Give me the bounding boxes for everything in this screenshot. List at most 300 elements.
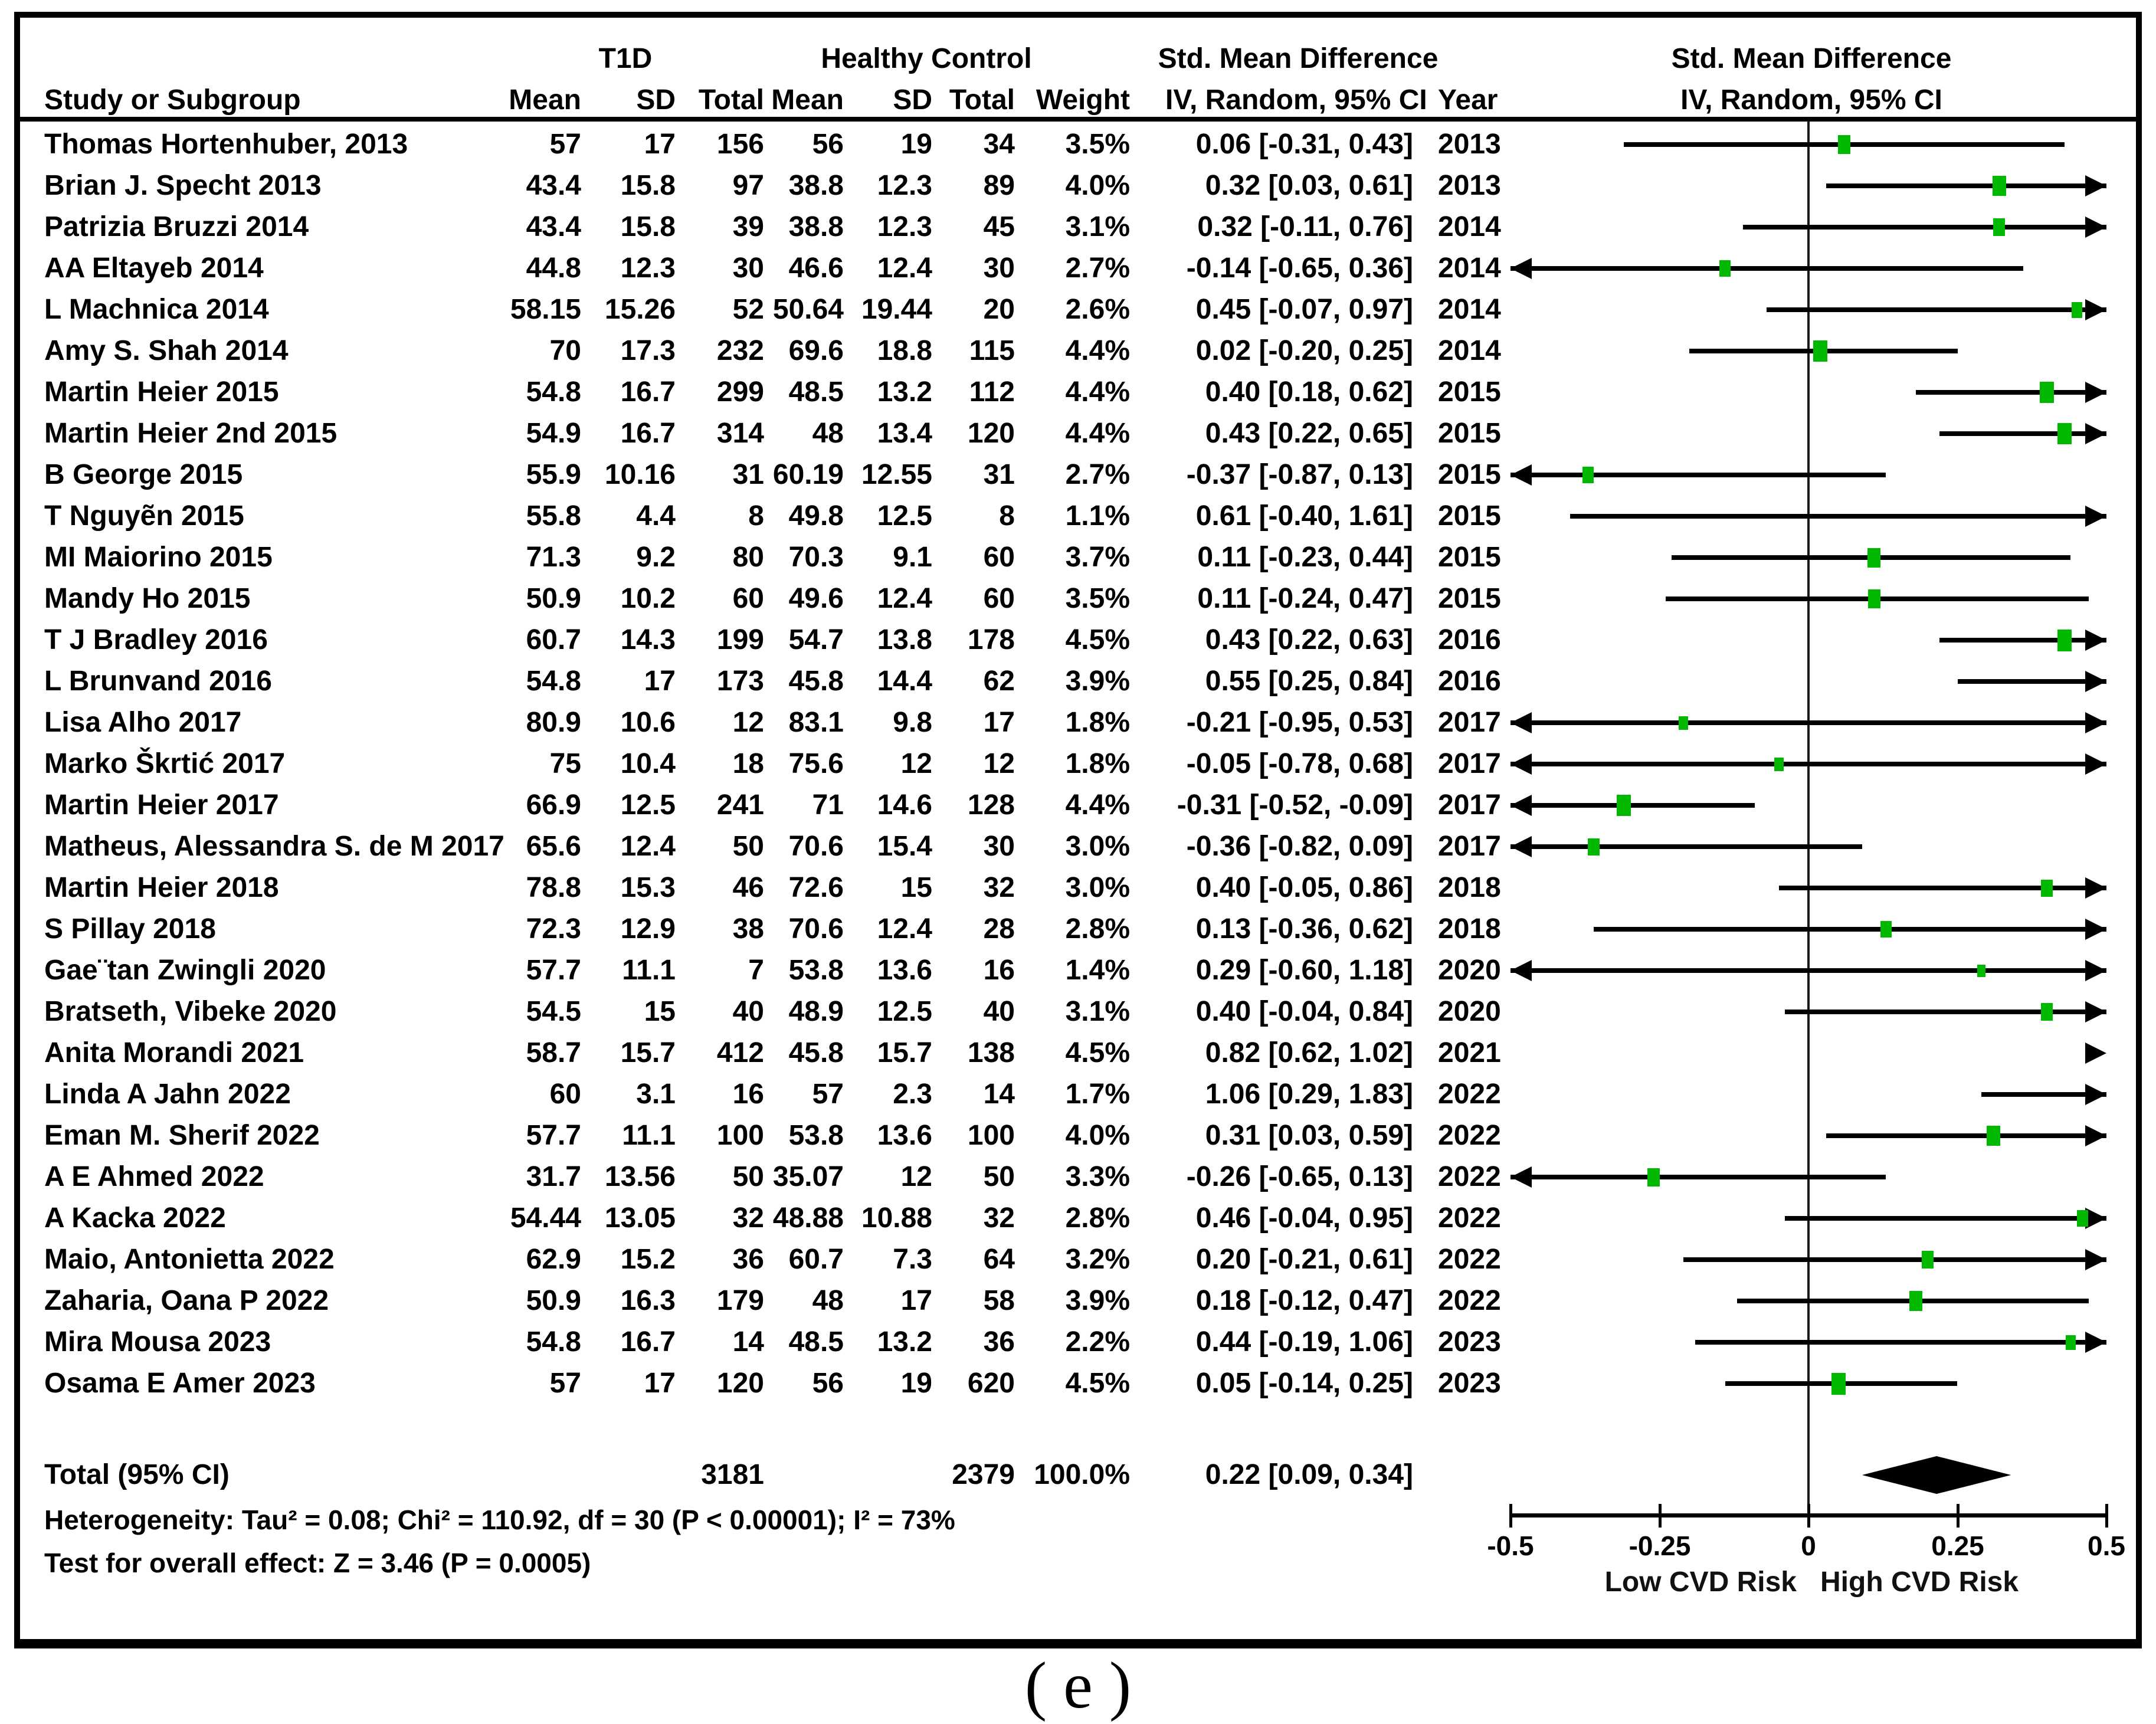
table-row xyxy=(0,785,2156,826)
hc-sd: 12.4 xyxy=(877,583,932,614)
ci-right-arrow-icon xyxy=(2085,753,2106,775)
table-row xyxy=(0,372,2156,413)
weight: 4.4% xyxy=(1065,335,1130,366)
effect-marker xyxy=(1993,176,2006,196)
weight: 3.9% xyxy=(1065,1285,1130,1316)
year: 2015 xyxy=(1438,459,1501,490)
year: 2022 xyxy=(1438,1285,1501,1316)
hc-sd: 13.6 xyxy=(877,1120,932,1151)
t1d-total: 156 xyxy=(716,129,764,160)
t1d-sd: 15.8 xyxy=(620,211,676,242)
t1d-sd: 16.7 xyxy=(620,376,676,408)
year: 2023 xyxy=(1438,1368,1501,1399)
ci-line xyxy=(1570,514,2106,519)
hc-total: 17 xyxy=(983,707,1015,738)
hc-total: 20 xyxy=(983,294,1015,325)
ci-left-arrow-icon xyxy=(1510,836,1532,857)
ci-left-arrow-icon xyxy=(1510,1166,1532,1188)
t1d-sd: 15.8 xyxy=(620,170,676,201)
hc-sd: 9.8 xyxy=(893,707,932,738)
ci-line xyxy=(1939,431,2106,436)
t1d-sd: 3.1 xyxy=(636,1079,676,1110)
ci-left-arrow-icon xyxy=(1510,795,1532,816)
t1d-mean: 54.5 xyxy=(526,996,581,1027)
t1d-total: 314 xyxy=(716,418,764,449)
ci-right-arrow-icon xyxy=(2085,1249,2106,1270)
weight: 4.0% xyxy=(1065,1120,1130,1151)
table-row xyxy=(0,1322,2156,1363)
weight: 4.5% xyxy=(1065,1368,1130,1399)
hc-total: 138 xyxy=(967,1037,1015,1069)
overall-effect-text: Test for overall effect: Z = 3.46 (P = 0.0005) xyxy=(44,1548,591,1578)
weight: 4.5% xyxy=(1065,624,1130,655)
t1d-sd: 4.4 xyxy=(636,500,676,532)
year: 2015 xyxy=(1438,583,1501,614)
study-name: Anita Morandi 2021 xyxy=(44,1037,304,1069)
x-axis-tick xyxy=(1807,1504,1810,1528)
table-row xyxy=(0,620,2156,661)
ci-value: 0.05 [-0.14, 0.25] xyxy=(1195,1368,1413,1399)
ci-line xyxy=(1510,720,2106,725)
effect-marker xyxy=(1977,965,1985,977)
ci-left-arrow-icon xyxy=(1510,753,1532,775)
column-header-hc-mean: Mean xyxy=(771,84,844,116)
hc-mean: 49.8 xyxy=(788,500,844,532)
ci-line xyxy=(1510,803,1755,808)
study-name: Martin Heier 2017 xyxy=(44,789,279,821)
t1d-sd: 15.26 xyxy=(604,294,676,325)
hc-sd: 18.8 xyxy=(877,335,932,366)
effect-marker xyxy=(1588,838,1600,856)
year: 2022 xyxy=(1438,1120,1501,1151)
year: 2014 xyxy=(1438,294,1501,325)
study-name: Osama E Amer 2023 xyxy=(44,1368,316,1399)
t1d-mean: 54.8 xyxy=(526,1326,581,1358)
ci-value: 0.13 [-0.36, 0.62] xyxy=(1195,913,1413,945)
study-name: AA Eltayeb 2014 xyxy=(44,253,264,284)
t1d-sd: 17 xyxy=(644,666,676,697)
table-row xyxy=(0,207,2156,248)
ci-right-arrow-icon xyxy=(2085,1001,2106,1022)
t1d-mean: 57.7 xyxy=(526,1120,581,1151)
t1d-sd: 13.56 xyxy=(604,1161,676,1192)
t1d-sd: 13.05 xyxy=(604,1202,676,1234)
t1d-sd: 16.3 xyxy=(620,1285,676,1316)
effect-marker xyxy=(2041,1003,2053,1021)
study-name: Mandy Ho 2015 xyxy=(44,583,251,614)
hc-sd: 13.2 xyxy=(877,1326,932,1358)
hc-total: 89 xyxy=(983,170,1015,201)
ci-left-arrow-icon xyxy=(1510,464,1532,486)
column-group-smd-plot: Std. Mean Difference xyxy=(1671,43,1952,74)
year: 2022 xyxy=(1438,1244,1501,1275)
table-row xyxy=(0,248,2156,289)
study-name: Patrizia Bruzzi 2014 xyxy=(44,211,309,242)
column-header-weight: Weight xyxy=(1036,84,1130,116)
ci-value: 0.40 [-0.05, 0.86] xyxy=(1195,872,1413,903)
column-group-smd-text: Std. Mean Difference xyxy=(1158,43,1439,74)
effect-marker xyxy=(1922,1251,1934,1269)
weight: 3.1% xyxy=(1065,211,1130,242)
t1d-total: 412 xyxy=(716,1037,764,1069)
effect-marker xyxy=(2057,423,2072,444)
study-name: L Machnica 2014 xyxy=(44,294,269,325)
ci-value: 0.40 [-0.04, 0.84] xyxy=(1195,996,1413,1027)
hc-mean: 60.7 xyxy=(788,1244,844,1275)
t1d-mean: 80.9 xyxy=(526,707,581,738)
table-row xyxy=(0,454,2156,496)
t1d-total: 12 xyxy=(732,707,764,738)
ci-right-arrow-icon xyxy=(2085,712,2106,733)
hc-sd: 12.3 xyxy=(877,170,932,201)
hc-mean: 35.07 xyxy=(772,1161,844,1192)
weight: 4.5% xyxy=(1065,1037,1130,1069)
hc-mean: 48 xyxy=(812,1285,844,1316)
t1d-sd: 16.7 xyxy=(620,418,676,449)
hc-sd: 15.7 xyxy=(877,1037,932,1069)
t1d-total: 46 xyxy=(732,872,764,903)
t1d-sd: 15.3 xyxy=(620,872,676,903)
t1d-sd: 11.1 xyxy=(622,955,676,986)
hc-mean: 75.6 xyxy=(788,748,844,779)
hc-mean: 70.6 xyxy=(788,913,844,945)
effect-marker xyxy=(2041,880,2053,897)
t1d-sd: 10.6 xyxy=(620,707,676,738)
table-row xyxy=(0,743,2156,785)
hc-sd: 12.4 xyxy=(877,253,932,284)
ci-right-arrow-icon xyxy=(2085,382,2106,403)
year: 2014 xyxy=(1438,253,1501,284)
ci-value: 0.40 [0.18, 0.62] xyxy=(1205,376,1413,408)
hc-mean: 70.6 xyxy=(788,831,844,862)
weight: 2.6% xyxy=(1065,294,1130,325)
header-separator xyxy=(20,117,2136,122)
ci-line xyxy=(1510,266,2023,271)
ci-right-arrow-icon xyxy=(2085,299,2106,320)
t1d-total: 32 xyxy=(732,1202,764,1234)
hc-mean: 57 xyxy=(812,1079,844,1110)
hc-mean: 54.7 xyxy=(788,624,844,655)
t1d-mean: 66.9 xyxy=(526,789,581,821)
hc-total: 34 xyxy=(983,129,1015,160)
ci-value: -0.14 [-0.65, 0.36] xyxy=(1186,253,1413,284)
ci-value: 0.02 [-0.20, 0.25] xyxy=(1195,335,1413,366)
total-t1d-n: 3181 xyxy=(701,1459,764,1490)
x-axis-tick xyxy=(1509,1504,1512,1528)
hc-sd: 15 xyxy=(900,872,932,903)
ci-value: -0.31 [-0.52, -0.09] xyxy=(1177,789,1413,821)
ci-line xyxy=(1510,968,2106,973)
year: 2016 xyxy=(1438,666,1501,697)
t1d-mean: 31.7 xyxy=(526,1161,581,1192)
ci-value: -0.05 [-0.78, 0.68] xyxy=(1186,748,1413,779)
effect-marker xyxy=(1719,260,1731,277)
t1d-total: 16 xyxy=(732,1079,764,1110)
effect-marker xyxy=(1617,795,1631,816)
hc-sd: 14.6 xyxy=(877,789,932,821)
t1d-sd: 10.16 xyxy=(604,459,676,490)
ci-right-arrow-icon xyxy=(2085,671,2106,692)
table-row xyxy=(0,1115,2156,1156)
ci-left-arrow-icon xyxy=(1510,960,1532,981)
study-name: Martin Heier 2nd 2015 xyxy=(44,418,338,449)
weight: 3.2% xyxy=(1065,1244,1130,1275)
ci-line xyxy=(1939,638,2106,643)
x-axis-tick-label: -0.25 xyxy=(1629,1530,1691,1561)
table-row xyxy=(0,702,2156,743)
effect-marker xyxy=(1909,1291,1922,1311)
total-label: Total (95% CI) xyxy=(44,1459,230,1490)
hc-total: 100 xyxy=(967,1120,1015,1151)
hc-mean: 71 xyxy=(812,789,844,821)
table-row xyxy=(0,330,2156,372)
study-name: T J Bradley 2016 xyxy=(44,624,268,655)
ci-line xyxy=(1510,473,1886,477)
study-name: Zaharia, Oana P 2022 xyxy=(44,1285,329,1316)
t1d-sd: 9.2 xyxy=(636,542,676,573)
t1d-total: 179 xyxy=(716,1285,764,1316)
hc-mean: 45.8 xyxy=(788,666,844,697)
effect-marker xyxy=(1880,921,1892,938)
column-group-healthy-control: Healthy Control xyxy=(821,43,1032,74)
hc-sd: 9.1 xyxy=(893,542,932,573)
table-row xyxy=(0,496,2156,537)
table-row xyxy=(0,124,2156,165)
ci-left-arrow-icon xyxy=(1510,712,1532,733)
hc-sd: 12.5 xyxy=(877,500,932,532)
hc-total: 14 xyxy=(983,1079,1015,1110)
year: 2016 xyxy=(1438,624,1501,655)
year: 2022 xyxy=(1438,1202,1501,1234)
total-weight: 100.0% xyxy=(1034,1459,1130,1490)
hc-total: 60 xyxy=(983,583,1015,614)
ci-value: 0.44 [-0.19, 1.06] xyxy=(1195,1326,1413,1358)
t1d-total: 36 xyxy=(732,1244,764,1275)
x-axis-tick-label: 0 xyxy=(1801,1530,1816,1561)
study-name: Marko Škrtić 2017 xyxy=(44,748,286,779)
weight: 3.0% xyxy=(1065,831,1130,862)
t1d-total: 8 xyxy=(748,500,764,532)
table-row xyxy=(0,1033,2156,1074)
figure-caption: ( e ) xyxy=(1024,1649,1132,1722)
hc-sd: 10.88 xyxy=(861,1202,932,1234)
t1d-sd: 15 xyxy=(644,996,676,1027)
effect-marker xyxy=(1868,589,1880,608)
t1d-total: 38 xyxy=(732,913,764,945)
effect-marker xyxy=(1647,1168,1660,1187)
ci-right-arrow-icon xyxy=(2085,1084,2106,1105)
hc-sd: 13.8 xyxy=(877,624,932,655)
hc-sd: 12.55 xyxy=(861,459,932,490)
ci-line xyxy=(1785,1216,2106,1221)
t1d-mean: 55.9 xyxy=(526,459,581,490)
hc-total: 30 xyxy=(983,253,1015,284)
weight: 3.7% xyxy=(1065,542,1130,573)
ci-value: 0.18 [-0.12, 0.47] xyxy=(1195,1285,1413,1316)
column-header-study: Study or Subgroup xyxy=(44,84,301,116)
ci-right-arrow-icon xyxy=(2085,217,2106,238)
t1d-sd: 12.5 xyxy=(620,789,676,821)
total-row xyxy=(0,1454,2156,1496)
t1d-mean: 62.9 xyxy=(526,1244,581,1275)
ci-right-arrow-icon xyxy=(2085,919,2106,940)
hc-total: 31 xyxy=(983,459,1015,490)
study-name: Linda A Jahn 2022 xyxy=(44,1079,291,1110)
study-name: S Pillay 2018 xyxy=(44,913,216,945)
effect-marker xyxy=(1993,218,2005,236)
ci-right-arrow-icon xyxy=(2085,175,2106,196)
t1d-mean: 54.44 xyxy=(510,1202,581,1234)
table-row xyxy=(0,826,2156,867)
study-name: Thomas Hortenhuber, 2013 xyxy=(44,129,408,160)
t1d-total: 7 xyxy=(748,955,764,986)
ci-line xyxy=(1916,390,2106,395)
weight: 2.7% xyxy=(1065,459,1130,490)
t1d-total: 173 xyxy=(716,666,764,697)
ci-value: 0.45 [-0.07, 0.97] xyxy=(1195,294,1413,325)
hc-total: 620 xyxy=(967,1368,1015,1399)
study-name: Martin Heier 2015 xyxy=(44,376,279,408)
t1d-mean: 70 xyxy=(549,335,581,366)
hc-mean: 50.64 xyxy=(772,294,844,325)
weight: 1.4% xyxy=(1065,955,1130,986)
table-row xyxy=(0,1363,2156,1404)
ci-value: 0.11 [-0.24, 0.47] xyxy=(1197,583,1413,614)
ci-right-arrow-icon xyxy=(2085,877,2106,899)
effect-marker xyxy=(1679,716,1688,730)
ci-line xyxy=(1510,762,2106,766)
t1d-sd: 10.2 xyxy=(620,583,676,614)
t1d-total: 80 xyxy=(732,542,764,573)
ci-value: 0.55 [0.25, 0.84] xyxy=(1205,666,1413,697)
ci-line xyxy=(1743,225,2106,230)
hc-total: 64 xyxy=(983,1244,1015,1275)
weight: 4.4% xyxy=(1065,418,1130,449)
year: 2021 xyxy=(1438,1037,1501,1069)
ci-right-arrow-icon xyxy=(2085,1332,2106,1353)
table-row xyxy=(0,1280,2156,1322)
year: 2023 xyxy=(1438,1326,1501,1358)
study-name: Martin Heier 2018 xyxy=(44,872,279,903)
year: 2014 xyxy=(1438,211,1501,242)
hc-total: 178 xyxy=(967,624,1015,655)
ci-line xyxy=(1767,307,2106,312)
ci-right-arrow-icon xyxy=(2085,423,2106,444)
year: 2015 xyxy=(1438,376,1501,408)
ci-line xyxy=(1958,679,2107,684)
weight: 2.7% xyxy=(1065,253,1130,284)
year: 2013 xyxy=(1438,170,1501,201)
hc-mean: 38.8 xyxy=(788,170,844,201)
year: 2018 xyxy=(1438,872,1501,903)
ci-value: -0.37 [-0.87, 0.13] xyxy=(1186,459,1413,490)
hc-total: 12 xyxy=(983,748,1015,779)
column-header-hc-total: Total xyxy=(949,84,1015,116)
weight: 2.8% xyxy=(1065,1202,1130,1234)
t1d-total: 299 xyxy=(716,376,764,408)
t1d-total: 50 xyxy=(732,1161,764,1192)
ci-value: 0.61 [-0.40, 1.61] xyxy=(1195,500,1413,532)
hc-mean: 69.6 xyxy=(788,335,844,366)
weight: 1.8% xyxy=(1065,707,1130,738)
x-axis-tick-label: -0.5 xyxy=(1487,1530,1534,1561)
weight: 1.8% xyxy=(1065,748,1130,779)
table-row xyxy=(0,413,2156,454)
ci-value: -0.36 [-0.82, 0.09] xyxy=(1186,831,1413,862)
t1d-total: 241 xyxy=(716,789,764,821)
year: 2014 xyxy=(1438,335,1501,366)
hc-sd: 12 xyxy=(900,1161,932,1192)
t1d-sd: 10.4 xyxy=(620,748,676,779)
t1d-sd: 12.3 xyxy=(620,253,676,284)
effect-marker xyxy=(1813,340,1827,362)
study-name: Brian J. Specht 2013 xyxy=(44,170,322,201)
ci-value: 1.06 [0.29, 1.83] xyxy=(1205,1079,1413,1110)
ci-value: -0.26 [-0.65, 0.13] xyxy=(1186,1161,1413,1192)
t1d-mean: 60.7 xyxy=(526,624,581,655)
t1d-total: 60 xyxy=(732,583,764,614)
ci-value: 0.46 [-0.04, 0.95] xyxy=(1195,1202,1413,1234)
weight: 2.2% xyxy=(1065,1326,1130,1358)
ci-right-arrow-icon xyxy=(2085,1208,2106,1229)
t1d-mean: 43.4 xyxy=(526,170,581,201)
hc-mean: 45.8 xyxy=(788,1037,844,1069)
table-row xyxy=(0,578,2156,620)
ci-value: -0.21 [-0.95, 0.53] xyxy=(1186,707,1413,738)
ci-value: 0.82 [0.62, 1.02] xyxy=(1205,1037,1413,1069)
t1d-sd: 15.7 xyxy=(620,1037,676,1069)
t1d-total: 232 xyxy=(716,335,764,366)
hc-sd: 12.4 xyxy=(877,913,932,945)
hc-total: 16 xyxy=(983,955,1015,986)
x-axis-label-high: High CVD Risk xyxy=(1820,1566,2019,1598)
study-name: A Kacka 2022 xyxy=(44,1202,226,1234)
hc-total: 32 xyxy=(983,1202,1015,1234)
hc-sd: 19.44 xyxy=(861,294,932,325)
hc-mean: 72.6 xyxy=(788,872,844,903)
hc-sd: 12 xyxy=(900,748,932,779)
ci-line xyxy=(1826,1133,2106,1138)
column-header-iv-plot: IV, Random, 95% CI xyxy=(1680,84,1942,116)
study-name: Mira Mousa 2023 xyxy=(44,1326,271,1358)
effect-marker xyxy=(2077,1210,2088,1227)
t1d-total: 50 xyxy=(732,831,764,862)
effect-marker xyxy=(2066,1335,2076,1350)
t1d-mean: 60 xyxy=(549,1079,581,1110)
study-name: T Nguyẽn 2015 xyxy=(44,500,244,532)
weight: 2.8% xyxy=(1065,913,1130,945)
year: 2013 xyxy=(1438,129,1501,160)
x-axis-tick xyxy=(1659,1504,1662,1528)
year: 2018 xyxy=(1438,913,1501,945)
ci-left-arrow-icon xyxy=(1510,258,1532,279)
hc-total: 120 xyxy=(967,418,1015,449)
column-header-t1d-total: Total xyxy=(698,84,764,116)
hc-total: 36 xyxy=(983,1326,1015,1358)
hc-total: 28 xyxy=(983,913,1015,945)
effect-marker xyxy=(1831,1373,1846,1395)
hc-sd: 12.5 xyxy=(877,996,932,1027)
t1d-mean: 55.8 xyxy=(526,500,581,532)
hc-total: 50 xyxy=(983,1161,1015,1192)
table-row xyxy=(0,661,2156,702)
ci-right-arrow-icon xyxy=(2085,1043,2106,1064)
t1d-mean: 50.9 xyxy=(526,1285,581,1316)
weight: 3.9% xyxy=(1065,666,1130,697)
t1d-sd: 16.7 xyxy=(620,1326,676,1358)
effect-marker xyxy=(1867,548,1880,568)
t1d-mean: 57 xyxy=(549,1368,581,1399)
